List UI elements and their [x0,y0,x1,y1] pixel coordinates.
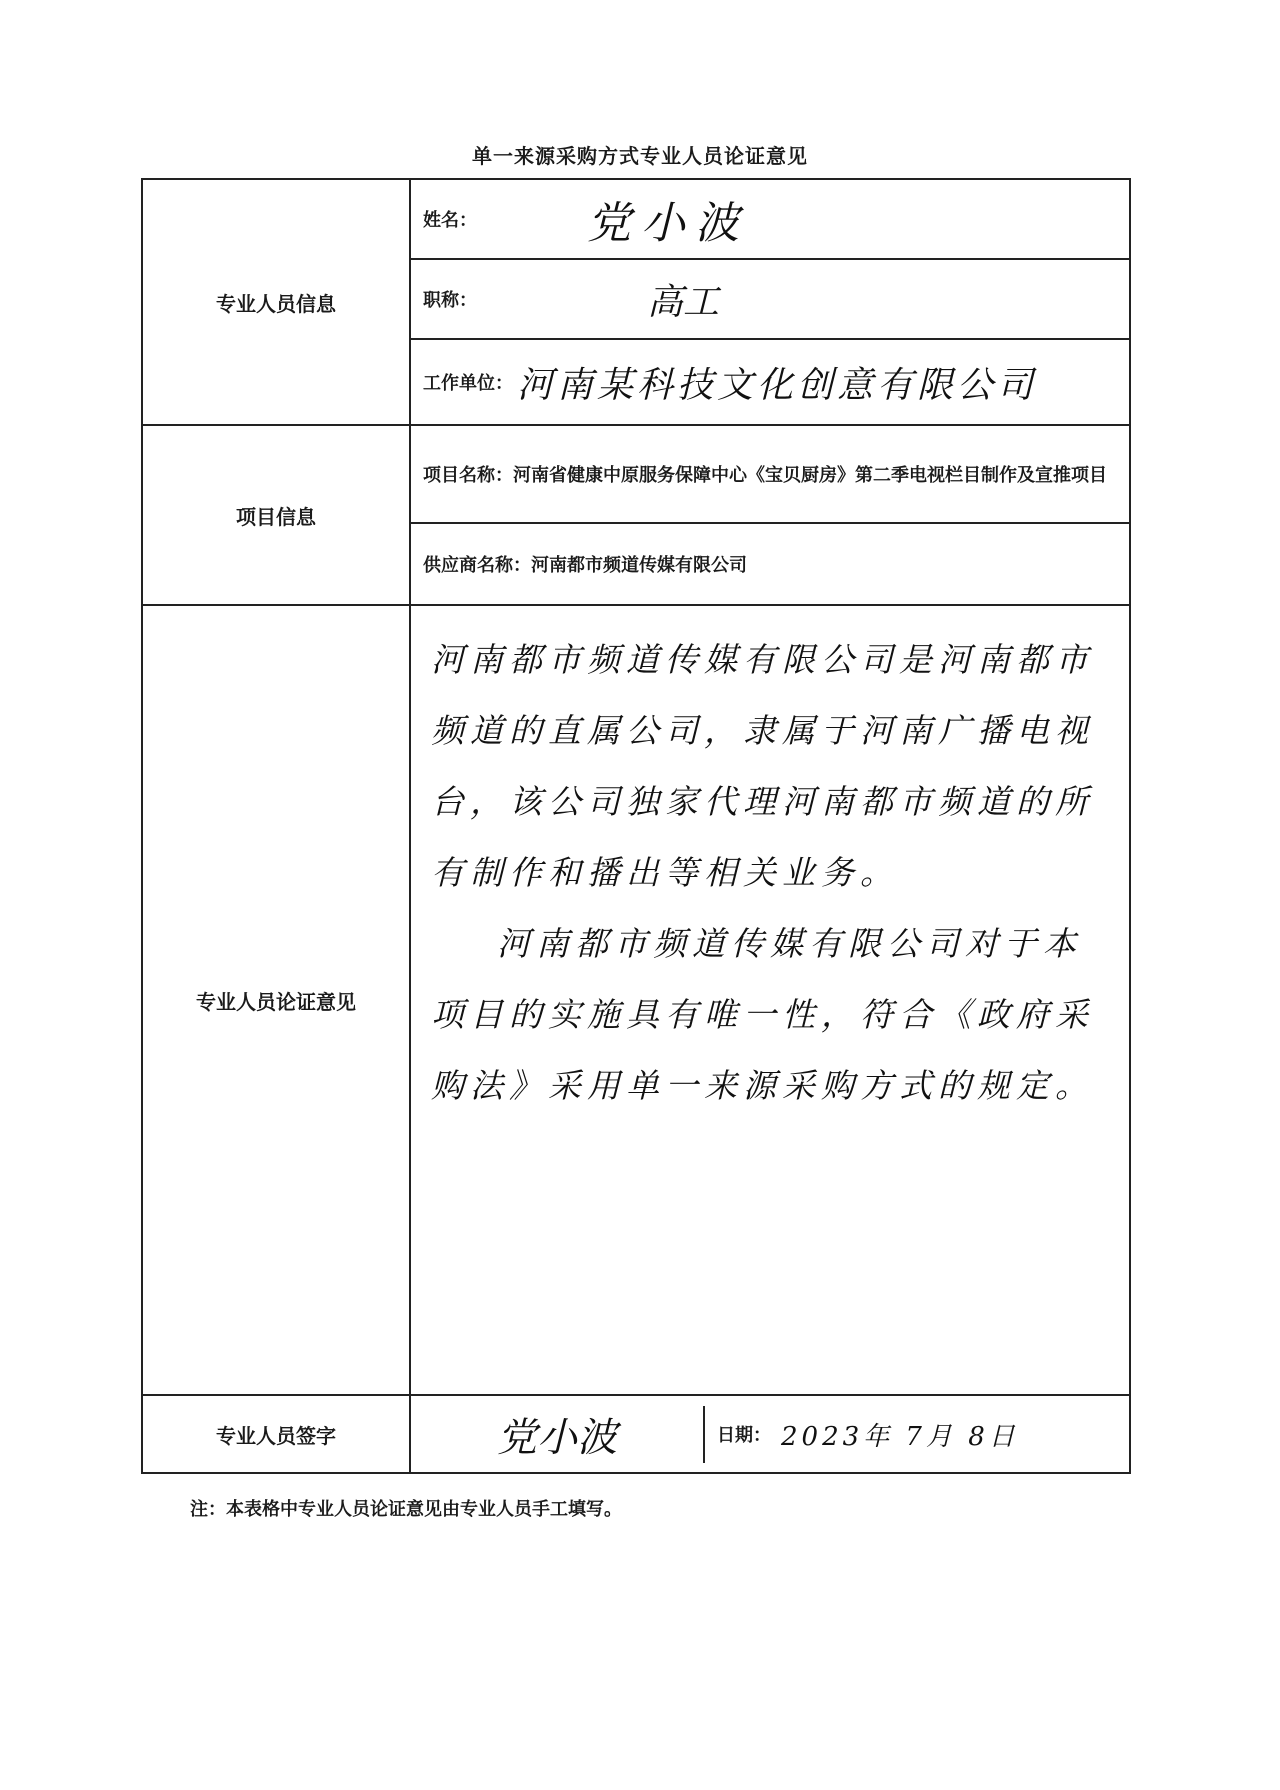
opinion-paragraph-2: 河南都市频道传媒有限公司对于本项目的实施具有唯一性，符合《政府采购法》采用单一来源采购方式的规定。 [431,924,1094,1105]
unit-label: 工作单位： [423,373,513,394]
name-label: 姓名： [423,210,477,231]
argument-form-table [141,178,1131,1474]
document-title: 单一来源采购方式专业人员论证意见 [472,144,808,168]
unit-handwritten: 河南某科技文化创意有限公司 [517,364,1038,406]
title-handwritten: 高工 [647,281,720,323]
date-label: 日期： [717,1425,771,1446]
title-label: 职称： [423,290,477,311]
opinion-paragraph-1: 河南都市频道传媒有限公司是河南都市频道的直属公司，隶属于河南广播电视台，该公司独家代理河南都市频道的所有制作和播出等相关业务。 [431,640,1094,892]
project-name-value: 河南省健康中原服务保障中心《宝贝厨房》第二季电视栏目制作及宣推项目 [513,465,1107,486]
supplier-row [410,523,1130,605]
title-row [410,259,1130,339]
opinion-label: 专业人员论证意见 [142,605,410,1395]
signature-row [410,1395,1130,1473]
supplier-value: 河南都市频道传媒有限公司 [531,555,747,576]
project-info-label: 项目信息 [142,425,410,605]
name-handwritten: 党小波 [587,198,749,249]
date-handwritten: 2023年 7月 8日 [781,1421,1019,1452]
name-row [410,179,1130,259]
supplier-label: 供应商名称： [423,555,531,576]
expert-info-label: 专业人员信息 [142,179,410,425]
signature-handwritten: 党小波 [411,1406,705,1463]
unit-row [410,339,1130,425]
opinion-cell [410,605,1130,1395]
opinion-handwritten [411,606,1129,1121]
project-name-label: 项目名称： [423,465,513,486]
signature-label: 专业人员签字 [142,1395,410,1473]
footnote: 注：本表格中专业人员论证意见由专业人员手工填写。 [190,1499,622,1520]
project-name-row [410,425,1130,523]
